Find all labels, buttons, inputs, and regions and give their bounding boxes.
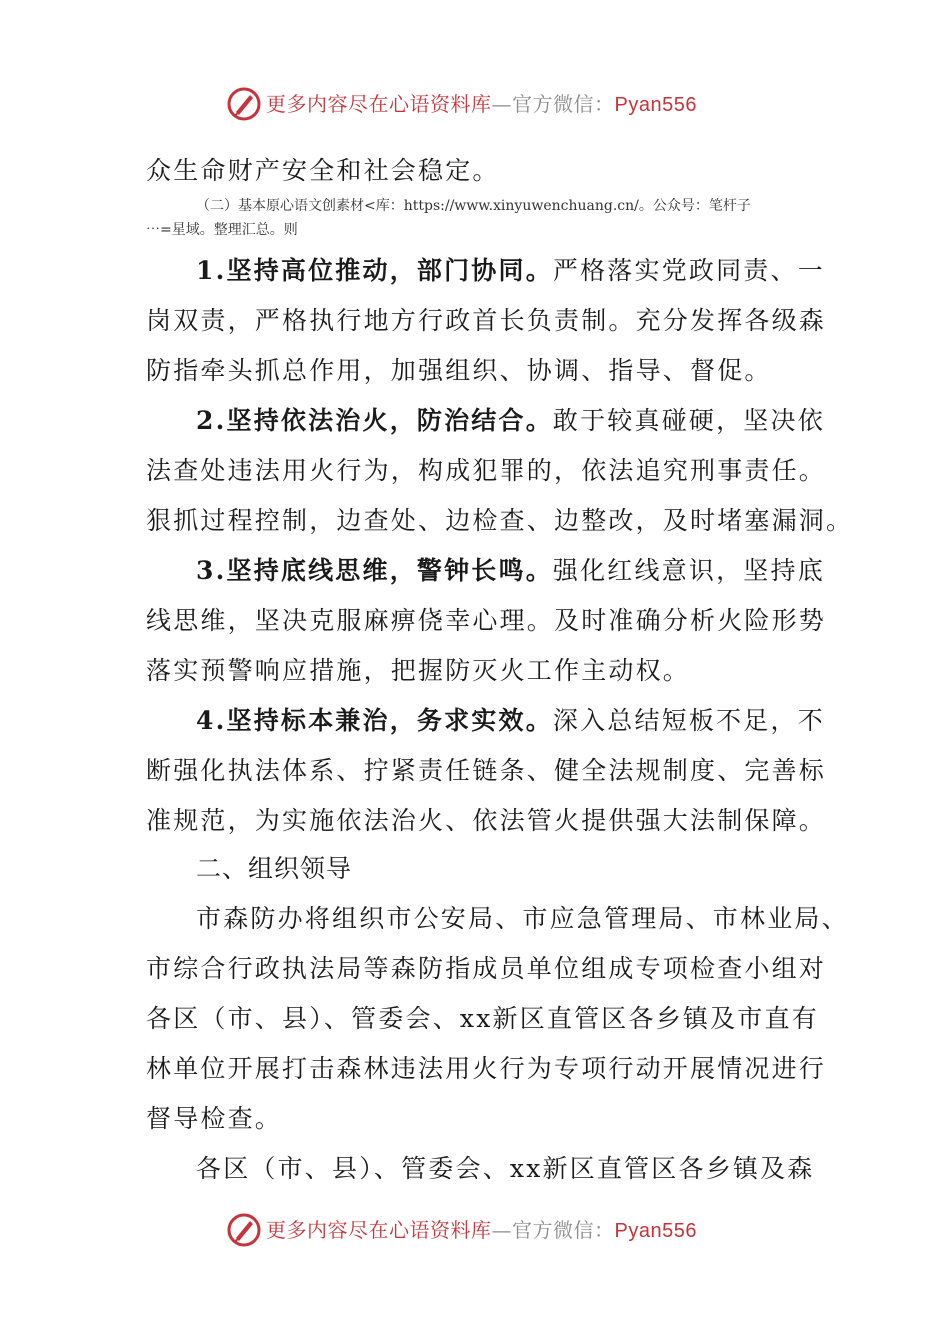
text-line: 市森防办将组织市公安局、市应急管理局、市林业局、 [196,904,849,933]
text-line: 众生命财产安全和社会稳定。 [146,156,500,185]
text-line: 林单位开展打击森林违法用火行为专项行动开展情况进行 [146,1054,827,1083]
paragraph-3-line: 3.坚持底线思维，警钟长鸣。强化红线意识，坚持底 [196,556,825,585]
text-line: 法查处违法用火行为，构成犯罪的，依法追究刑事责任。 [146,456,827,485]
point-2-heading: 2.坚持依法治火，防治结合。 [196,406,553,435]
small-note: （二）基本原心语文创素材<库：https://www.xinyuwenchuang.cn/。公众号：笔杆子 [196,198,751,214]
text-line: 各区（市、县）、管委会、xx新区直管区各乡镇及森 [196,1154,815,1183]
text-line: 落实预警响应措施，把握防灭火工作主动权。 [146,656,691,685]
banner-text: 更多内容尽在心语资料库—官方微信：Pyan556 [266,1218,697,1242]
paragraph-2-line: 2.坚持依法治火，防治结合。敢于较真碰硬，坚决依 [196,406,825,435]
banner-text: 更多内容尽在心语资料库—官方微信：Pyan556 [266,92,697,116]
brand-logo-icon [226,86,262,122]
text-line: 线思维，坚决克服麻痹侥幸心理。及时准确分析火险形势 [146,606,827,635]
small-note: ⋯=星域。整理汇总。则 [146,222,298,238]
section-heading: 二、组织领导 [196,854,353,883]
text-line: 各区（市、县）、管委会、xx新区直管区各乡镇及市直有 [146,1004,819,1033]
header-banner [0,84,950,124]
paragraph-1-line: 1.坚持高位推动，部门协同。严格落实党政同责、一 [196,256,825,285]
text-line: 岗双责，严格执行地方行政首长负责制。充分发挥各级森 [146,306,827,335]
text-line: 狠抓过程控制，边查处、边检查、边整改，及时堵塞漏洞。 [146,506,854,535]
text-line: 断强化执法体系、拧紧责任链条、健全法规制度、完善标 [146,756,827,785]
paragraph-4-line: 4.坚持标本兼治，务求实效。深入总结短板不足，不 [196,706,825,735]
point-4-heading: 4.坚持标本兼治，务求实效。 [196,706,553,735]
brand-logo-icon [226,1212,262,1248]
text-line: 市综合行政执法局等森防指成员单位组成专项检查小组对 [146,954,827,983]
text-line: 督导检查。 [146,1104,283,1133]
point-1-heading: 1.坚持高位推动，部门协同。 [196,256,553,285]
footer-banner [0,1210,950,1250]
point-3-heading: 3.坚持底线思维，警钟长鸣。 [196,556,553,585]
text-line: 准规范，为实施依法治火、依法管火提供强大法制保障。 [146,806,827,835]
text-line: 防指牵头抓总作用，加强组织、协调、指导、督促。 [146,356,772,385]
